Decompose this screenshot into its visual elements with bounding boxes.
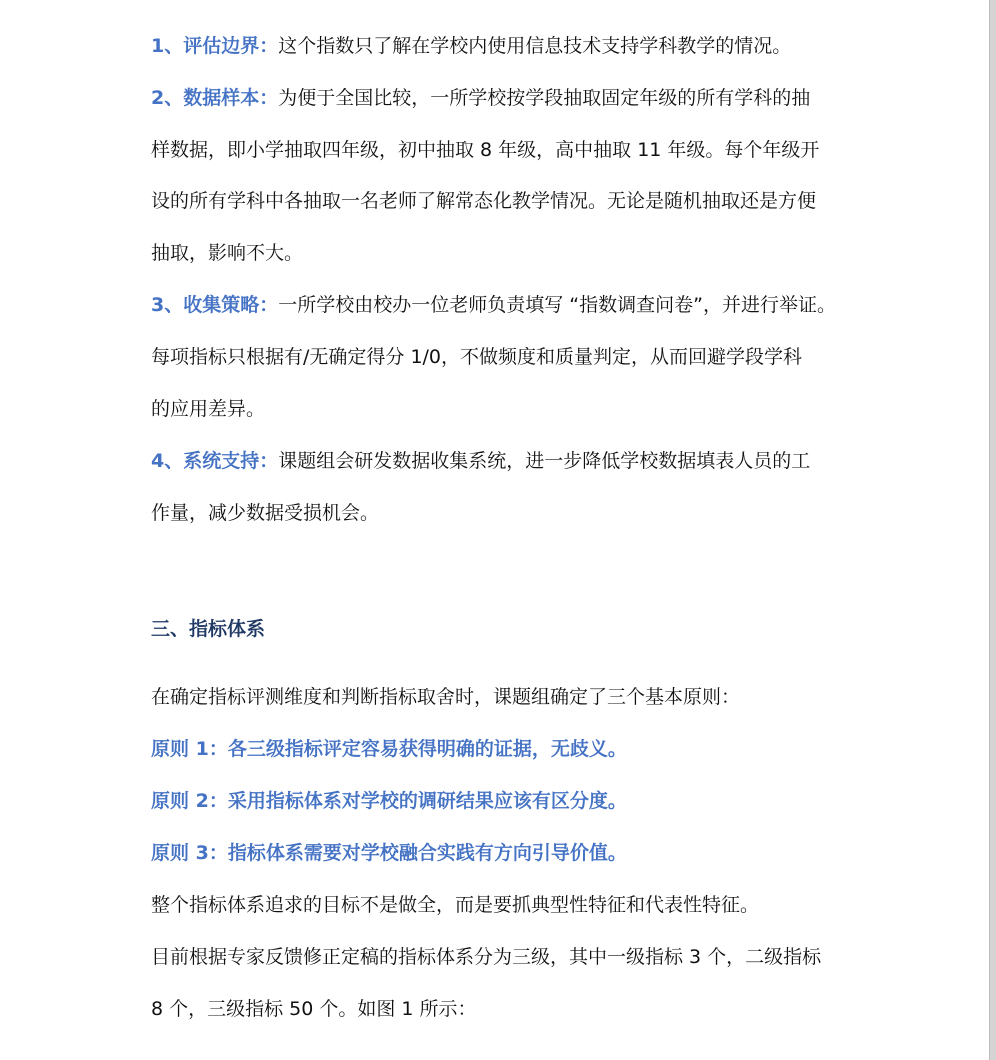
item-2-label: 2、数据样本： bbox=[151, 87, 279, 109]
item-3-line-3: 的应用差异。 bbox=[151, 398, 266, 420]
principle-2: 原则 2：采用指标体系对学校的调研结果应该有区分度。 bbox=[151, 790, 627, 812]
page-edge bbox=[990, 0, 996, 1060]
summary-line-2: 8 个，三级指标 50 个。如图 1 所示： bbox=[151, 998, 477, 1020]
item-1-label: 1、评估边界： bbox=[151, 35, 279, 57]
principle-1: 原则 1：各三级指标评定容易获得明确的证据，无歧义。 bbox=[151, 738, 627, 760]
intro-text: 在确定指标评测维度和判断指标取舍时，课题组确定了三个基本原则： bbox=[151, 686, 741, 708]
item-4-line-1 bbox=[151, 449, 810, 473]
item-4-label: 4、系统支持： bbox=[151, 450, 279, 472]
item-3-text: 一所学校由校办一位老师负责填写 “指数调查问卷”，并进行举证。 bbox=[278, 294, 836, 316]
item-4-text: 课题组会研发数据收集系统，进一步降低学校数据填表人员的工 bbox=[278, 450, 811, 472]
item-3-label: 3、收集策略： bbox=[151, 294, 279, 316]
item-1-text: 这个指数只了解在学校内使用信息技术支持学科教学的情况。 bbox=[278, 35, 792, 57]
item-3-line-2: 每项指标只根据有/无确定得分 1/0，不做频度和质量判定，从而回避学段学科 bbox=[151, 346, 803, 368]
section-title: 三、指标体系 bbox=[151, 618, 266, 640]
item-3-line-1 bbox=[151, 293, 836, 317]
item-2-line-4: 抽取，影响不大。 bbox=[151, 242, 304, 264]
item-2-line-1 bbox=[151, 86, 810, 110]
summary-line-1: 目前根据专家反馈修正定稿的指标体系分为三级，其中一级指标 3 个，二级指标 bbox=[151, 946, 822, 968]
principle-3: 原则 3：指标体系需要对学校融合实践有方向引导价值。 bbox=[151, 842, 627, 864]
item-2-line-2: 样数据，即小学抽取四年级，初中抽取 8 年级，高中抽取 11 年级。每个年级开 bbox=[151, 139, 820, 161]
item-1-line-1 bbox=[151, 34, 791, 58]
item-2-line-3: 设的所有学科中各抽取一名老师了解常态化教学情况。无论是随机抽取还是方便 bbox=[151, 190, 817, 212]
goal-text: 整个指标体系追求的目标不是做全，而是要抓典型性特征和代表性特征。 bbox=[151, 894, 760, 916]
item-2-text: 为便于全国比较，一所学校按学段抽取固定年级的所有学科的抽 bbox=[278, 87, 811, 109]
item-4-line-2: 作量，减少数据受损机会。 bbox=[151, 502, 380, 524]
